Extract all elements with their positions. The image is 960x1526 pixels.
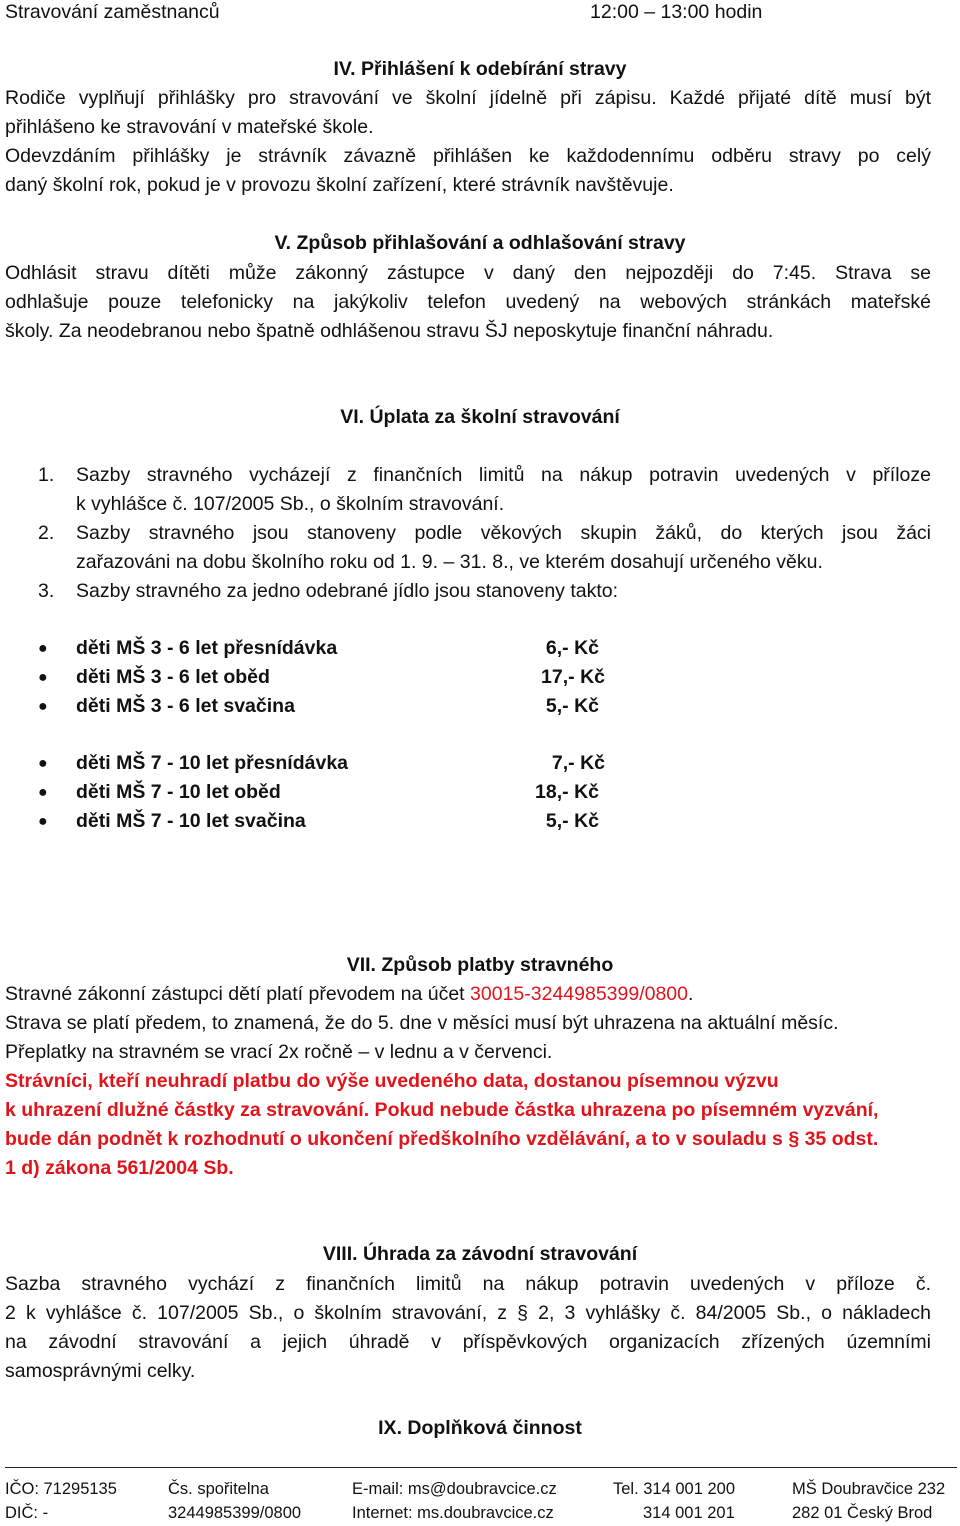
price-item-name: děti MŠ 3 - 6 let přesnídávka	[76, 637, 338, 659]
section-7-account-line	[5, 980, 693, 1009]
price-item-value: 7,- Kč	[551, 752, 605, 774]
section-8-line: 2 k vyhlášce č. 107/2005 Sb., o školním stravování, z § 2, 3 vyhlášky č. 84/2005 Sb., o nákladech	[5, 1302, 931, 1324]
list-number: 1.	[38, 464, 55, 486]
price-item-name: děti MŠ 7 - 10 let svačina	[76, 810, 306, 832]
bullet-icon: ●	[38, 640, 48, 657]
footer-bank: Čs. spořitelna	[168, 1480, 269, 1498]
warning-line: Strávníci, kteří neuhradí platbu do výše uvedeného data, dostanou písemnou výzvu	[5, 1070, 779, 1092]
warning-line: k uhrazení dlužné částky za stravování. Pokud nebude částka uhrazena po písemném vyzvání,	[5, 1099, 879, 1121]
footer-phone-2: 314 001 201	[643, 1504, 735, 1522]
footer-dic: DIČ: -	[5, 1504, 49, 1522]
section-4-line: Odevzdáním přihlášky je strávník závazně přihlášen ke každodennímu odběru stravy po celý	[5, 145, 931, 167]
section-5-heading: V. Způsob přihlašování a odhlašování stravy	[274, 232, 686, 254]
bullet-icon: ●	[38, 755, 48, 772]
section-5-line: školy. Za neodebranou nebo špatně odhlášenou stravu ŠJ neposkytuje finanční náhradu.	[5, 320, 774, 342]
warning-line: bude dán podnět k rozhodnutí o ukončení předškolního vzdělávání, a to v souladu s § 35 odst.	[5, 1128, 879, 1150]
price-item-value: 18,- Kč	[535, 781, 599, 803]
list-item-line: k vyhlášce č. 107/2005 Sb., o školním stravování.	[76, 493, 505, 515]
section-4-heading: IV. Přihlášení k odebírání stravy	[333, 58, 627, 80]
price-item-name: děti MŠ 3 - 6 let svačina	[76, 695, 295, 717]
section-9-heading: IX. Doplňková činnost	[378, 1417, 582, 1439]
section-4-line: Rodiče vyplňují přihlášky pro stravování ve školní jídelně při zápisu. Každé přijaté dítě musí být	[5, 87, 931, 109]
footer-phone: Tel. 314 001 200	[613, 1480, 736, 1498]
price-item-name: děti MŠ 7 - 10 let přesnídávka	[76, 752, 349, 774]
price-item-value: 17,- Kč	[541, 666, 605, 688]
list-item-line: Sazby stravného za jedno odebrané jídlo jsou stanoveny takto:	[76, 580, 619, 602]
header-hours: 12:00 – 13:00 hodin	[590, 1, 763, 23]
section-7-heading: VII. Způsob platby stravného	[346, 954, 614, 976]
price-item-value: 5,- Kč	[545, 695, 599, 717]
footer-city: 282 01 Český Brod	[792, 1504, 933, 1522]
section-7-line: Přeplatky na stravném se vrací 2x ročně – v lednu a v červenci.	[5, 1041, 553, 1063]
price-item-name: děti MŠ 7 - 10 let oběd	[76, 781, 281, 803]
footer-ico: IČO: 71295135	[5, 1480, 117, 1498]
price-item-value: 5,- Kč	[545, 810, 599, 832]
section-8-line: Sazba stravného vychází z finančních limitů na nákup potravin uvedených v příloze č.	[5, 1273, 931, 1295]
bullet-icon: ●	[38, 813, 48, 830]
section-4-line: přihlášeno ke stravování v mateřské škole.	[5, 116, 374, 138]
account-prefix: Stravné zákonní zástupci dětí platí převodem na účet	[5, 983, 471, 1005]
list-number: 3.	[38, 580, 55, 602]
list-item-line: zařazováni na dobu školního roku od 1. 9. – 31. 8., ve kterém dosahují určeného věku.	[76, 551, 823, 573]
bullet-icon: ●	[38, 669, 48, 686]
price-item-value: 6,- Kč	[545, 637, 599, 659]
footer-website: Internet: ms.doubravcice.cz	[352, 1504, 554, 1522]
section-8-line: samosprávnými celky.	[5, 1360, 196, 1382]
section-8-line: na závodní stravování a jejich úhradě v příspěvkových organizacích zřízených územními	[5, 1331, 931, 1353]
section-5-line: Odhlásit stravu dítěti může zákonný zástupce v daný den nejpozději do 7:45. Strava se	[5, 262, 931, 284]
section-4-line: daný školní rok, pokud je v provozu školní zařízení, které strávník navštěvuje.	[5, 174, 674, 196]
list-number: 2.	[38, 522, 55, 544]
footer-address: MŠ Doubravčice 232	[792, 1480, 946, 1498]
header-title: Stravování zaměstnanců	[5, 1, 220, 23]
list-item-line: Sazby stravného jsou stanoveny podle věkových skupin žáků, do kterých jsou žáci	[76, 522, 931, 544]
section-7-line: Strava se platí předem, to znamená, že do 5. dne v měsíci musí být uhrazena na aktuální měsíc.	[5, 1012, 839, 1034]
bullet-icon: ●	[38, 698, 48, 715]
section-8-heading: VIII. Úhrada za závodní stravování	[322, 1243, 638, 1265]
list-item-line: Sazby stravného vycházejí z finančních limitů na nákup potravin uvedených v příloze	[76, 464, 931, 486]
section-5-line: odhlašuje pouze telefonicky na jakýkoliv telefon uvedený na webových stránkách mateřské	[5, 291, 931, 313]
section-6-heading: VI. Úplata za školní stravování	[340, 406, 620, 428]
footer-divider	[5, 1467, 957, 1468]
warning-line: 1 d) zákona 561/2004 Sb.	[5, 1157, 234, 1179]
footer-email: E-mail: ms@doubravcice.cz	[352, 1480, 557, 1498]
footer-account: 3244985399/0800	[168, 1504, 302, 1522]
bullet-icon: ●	[38, 784, 48, 801]
bank-account-number: 30015-3244985399/0800	[470, 983, 688, 1005]
price-item-name: děti MŠ 3 - 6 let oběd	[76, 666, 270, 688]
account-suffix: .	[688, 983, 694, 1005]
